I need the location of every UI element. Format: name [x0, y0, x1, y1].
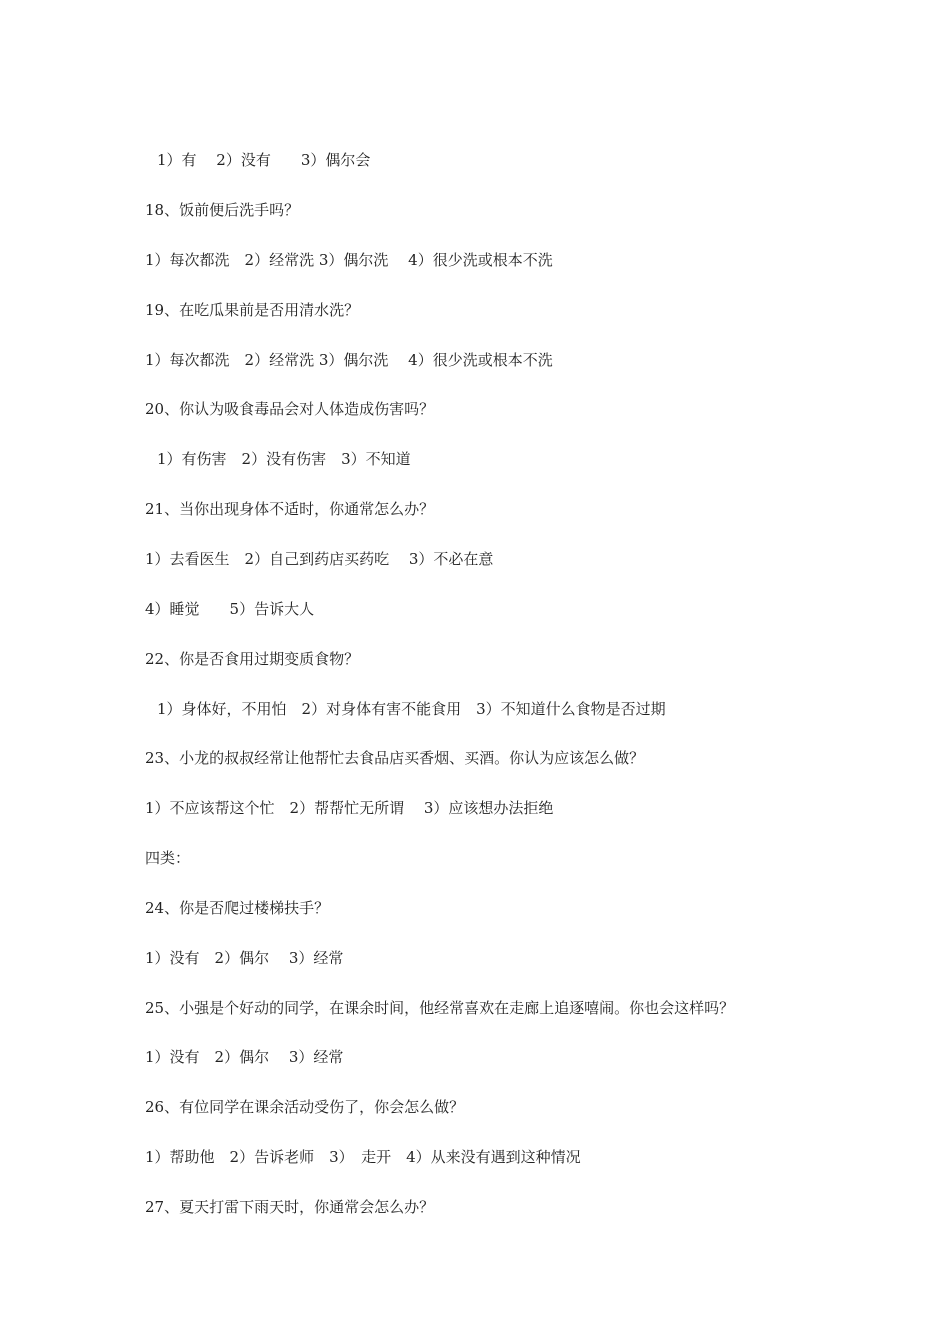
- question-18: 18、饭前便后洗手吗？: [145, 201, 300, 219]
- answer-options-26: 1）帮助他 2）告诉老师 3） 走开 4）从来没有遇到这种情况: [145, 1148, 581, 1166]
- answer-options-24: 1）没有 2）偶尔 3）经常: [145, 949, 344, 967]
- answer-options-25: 1）没有 2）偶尔 3）经常: [145, 1048, 344, 1066]
- answer-options-20: 1）有伤害 2）没有伤害 3）不知道: [157, 450, 411, 468]
- answer-options-21b: 4）睡觉 5）告诉大人: [145, 600, 315, 618]
- question-19: 19、在吃瓜果前是否用清水洗？: [145, 301, 360, 319]
- answer-options-22: 1）身体好，不用怕 2）对身体有害不能食用 3）不知道什么食物是否过期: [157, 700, 666, 718]
- question-20: 20、你认为吸食毒品会对人体造成伤害吗？: [145, 400, 435, 418]
- question-25: 25、小强是个好动的同学，在课余时间，他经常喜欢在走廊上追逐嘻闹。你也会这样吗？: [145, 999, 735, 1017]
- answer-options-19: 1）每次都洗 2）经常洗 3）偶尔洗 4）很少洗或根本不洗: [145, 351, 553, 369]
- answer-options-23: 1）不应该帮这个忙 2）帮帮忙无所谓 3）应该想办法拒绝: [145, 799, 554, 817]
- question-23: 23、小龙的叔叔经常让他帮忙去食品店买香烟、买酒。你认为应该怎么做？: [145, 749, 645, 767]
- section-heading: 四类：: [145, 849, 191, 867]
- question-24: 24、你是否爬过楼梯扶手？: [145, 899, 330, 917]
- question-22: 22、你是否食用过期变质食物？: [145, 650, 360, 668]
- answer-options-17: 1）有 2）没有 3）偶尔会: [157, 151, 371, 169]
- question-27: 27、夏天打雷下雨天时，你通常会怎么办？: [145, 1198, 435, 1216]
- answer-options-18: 1）每次都洗 2）经常洗 3）偶尔洗 4）很少洗或根本不洗: [145, 251, 553, 269]
- question-26: 26、有位同学在课余活动受伤了，你会怎么做？: [145, 1098, 465, 1116]
- question-21: 21、当你出现身体不适时，你通常怎么办？: [145, 500, 435, 518]
- answer-options-21a: 1）去看医生 2）自己到药店买药吃 3）不必在意: [145, 550, 494, 568]
